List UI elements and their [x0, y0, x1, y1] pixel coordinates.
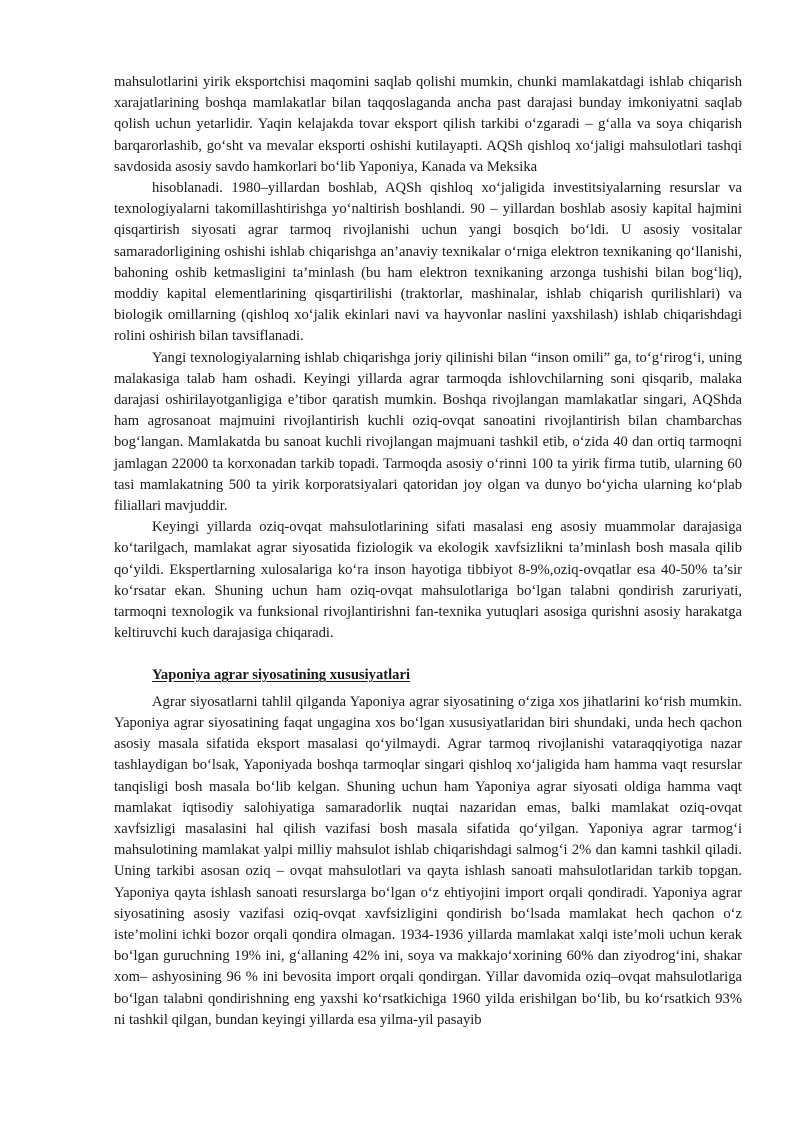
paragraph: Keyingi yillarda oziq-ovqat mahsulotlarining sifati masalasi eng asosiy muammolar darajasiga ko‘tarilgach, mamlakat agrar siyosatida fiziologik va ekologik xavfsizlikni ta’minlash bosh masala qilib qo‘yildi. Ekspertlarning xulosalariga ko‘ra inson hayotiga tibbiyot 8-9%,oziq-ovqatlar esa 40-50% ta’sir ko‘rsatar ekan. Shuning uchun ham oziq-ovqat mahsulotlariga bo‘lgan talabni qondirish zaruriyati, tarmoqni texnologik va funksional rivojlantirishni fan-texnika yutuqlari asosiga qurishni asosiy harakatga keltiruvchi kuch darajasiga chiqaradi. — [114, 519, 742, 642]
section-heading: Yaponiya agrar siyosatining xususiyatlari — [152, 667, 411, 684]
paragraph-continued: mahsulotlarini yirik eksportchisi maqomini saqlab qolishi mumkin, chunki mamlakatdagi ishlab chiqarish xarajatlarining boshqa mamlakatlar bilan taqqoslaganda ancha past darajasi bunday imkoniyatni saqlab qolish uchun yetarlidir. Yaqin kelajakda tovar eksport qilish tarkibi o‘zgaradi – g‘alla va soya chiqarish barqarorlashib, go‘sht va mevalar eksporti oshishi kutilayapti. AQSh qishloq xo‘jaligi mahsulotlari tashqi savdosida asosiy savdo hamkorlari bo‘lib Yaponiya, Kanada va Meksika — [114, 74, 742, 175]
paragraph: Agrar siyosatlarni tahlil qilganda Yaponiya agrar siyosatining o‘ziga xos jihatlarini ko‘rish mumkin. Yaponiya agrar siyosatining faqat ungagina xos bo‘lgan xususiyatlaridan biri shundaki, unda hech qachon asosiy masala sifatida eksport masalasi qo‘yilmaydi. Agrar tarmoq rivojlanishi vataraqqiyotiga nazar tashlaydigan bo‘lsak, Yaponiyada boshqa tarmoqlar singari qishloq xo‘jaligida ham hamma vaqt resurslar tanqisligi bosh masala bo‘lib kelgan. Shuning uchun ham Yaponiya agrar siyosati oldiga hamma vaqt mamlakat iqtisodiy salohiyatiga samaradorlik nuqtai nazaridan emas, balki mamlakat oziq-ovqat xavfsizligi masalasini hal qilish vazifasi bosh masala sifatida qo‘yilgan. Yaponiya agrar tarmog‘i mahsulotining mamlakat yalpi milliy mahsulot ishlab chiqarishdagi salmog‘i 2% dan kamni tashkil qiladi. Uning tarkibi asosan oziq – ovqat mahsulotlari va qayta ishlash sanoati mahsulotlaridan tarkib topgan. Yaponiya qayta ishlash sanoati resurslarga bo‘lgan o‘z ehtiyojini import orqali qondiradi. Yaponiya agrar siyosatining asosiy vazifasi oziq-ovqat xavfsizligini qondirish bo‘lsada mamlakat hech qachon o‘z iste’molini ichki bozor orqali qondira olmagan. 1934-1936 yillarda mamlakat xalqi iste’moli uchun kerak bo‘lgan guruchning 19% ini, g‘allaning 42% ini, soya va makkajo‘xorining 60% dan ziyodrog‘ini, shakar xom– ashyosining 96 % ini bevosita import orqali qondirgan. Yillar davomida oziq–ovqat mahsulotlariga bo‘lgan talabni qondirishning eng yaxshi ko‘rsatkichiga 1960 yilda erishilgan bo‘lib, bu ko‘rsatkich 93% ni tashkil qilgan, bundan keyingi yillarda esa yilma-yil pasayib — [114, 693, 742, 1028]
paragraph: hisoblanadi. 1980–yillardan boshlab, AQSh qishloq xo‘jaligida investitsiyalarning resurslar va texnologiyalarni takomillashtirishga yo‘naltirish boshlandi. 90 – yillardan boshlab asosiy kapital hajmini qisqartirish siyosati agrar tarmoq rivojlanishi uchun yangi bosqich bo‘ldi. U asosiy vositalar samaradorligining oshishi ishlab chiqarishga an’anaviy texnikalar o‘rniga elektron texnikaning qo‘llanishi, bahoning oshib ketmasligini ta’minlash (bu ham elektron texnikaning arzonga tushishi bilan bog‘liq), moddiy kapital elementlarining qisqartirilishi (traktorlar, mashinalar, ishlab chiqarish qurilishlari) va biologik omillarning (qishloq xo‘jalik ekinlari navi va hayvonlar naslini yaxshilash) ishlab chiqarishdagi rolini oshirish bilan tavsiflanadi. — [114, 180, 742, 345]
paragraph: Yangi texnologiyalarning ishlab chiqarishga joriy qilinishi bilan “inson omili” ga, to‘g‘rirog‘i, uning malakasiga talab ham oshadi. Keyingi yillarda agrar tarmoqda ishlovchilarning soni qisqarib, malaka darajasi oshirilayotganligiga e’tibor qaratish mumkin. Boshqa rivojlangan mamlakatlar singari, AQShda ham agrosanoat majmuini rivojlantirish kuchli oziq-ovqat sanoatini rivojlantirish bilan chambarchas bog‘langan. Mamlakatda bu sanoat kuchli rivojlangan majmuani tashkil etib, o‘zida 40 dan ortiq tarmoqni jamlagan 22000 ta korxonadan tarkib topadi. Tarmoqda asosiy o‘rinni 100 ta yirik firma tutib, ularning 60 tasi mamlakatning 500 ta yirik korporatsiyalari qatoridan joy olgan va dunyo bo‘yicha ularning ko‘plab filiallari mavjuddir. — [114, 349, 742, 515]
document-page — [114, 72, 742, 1031]
